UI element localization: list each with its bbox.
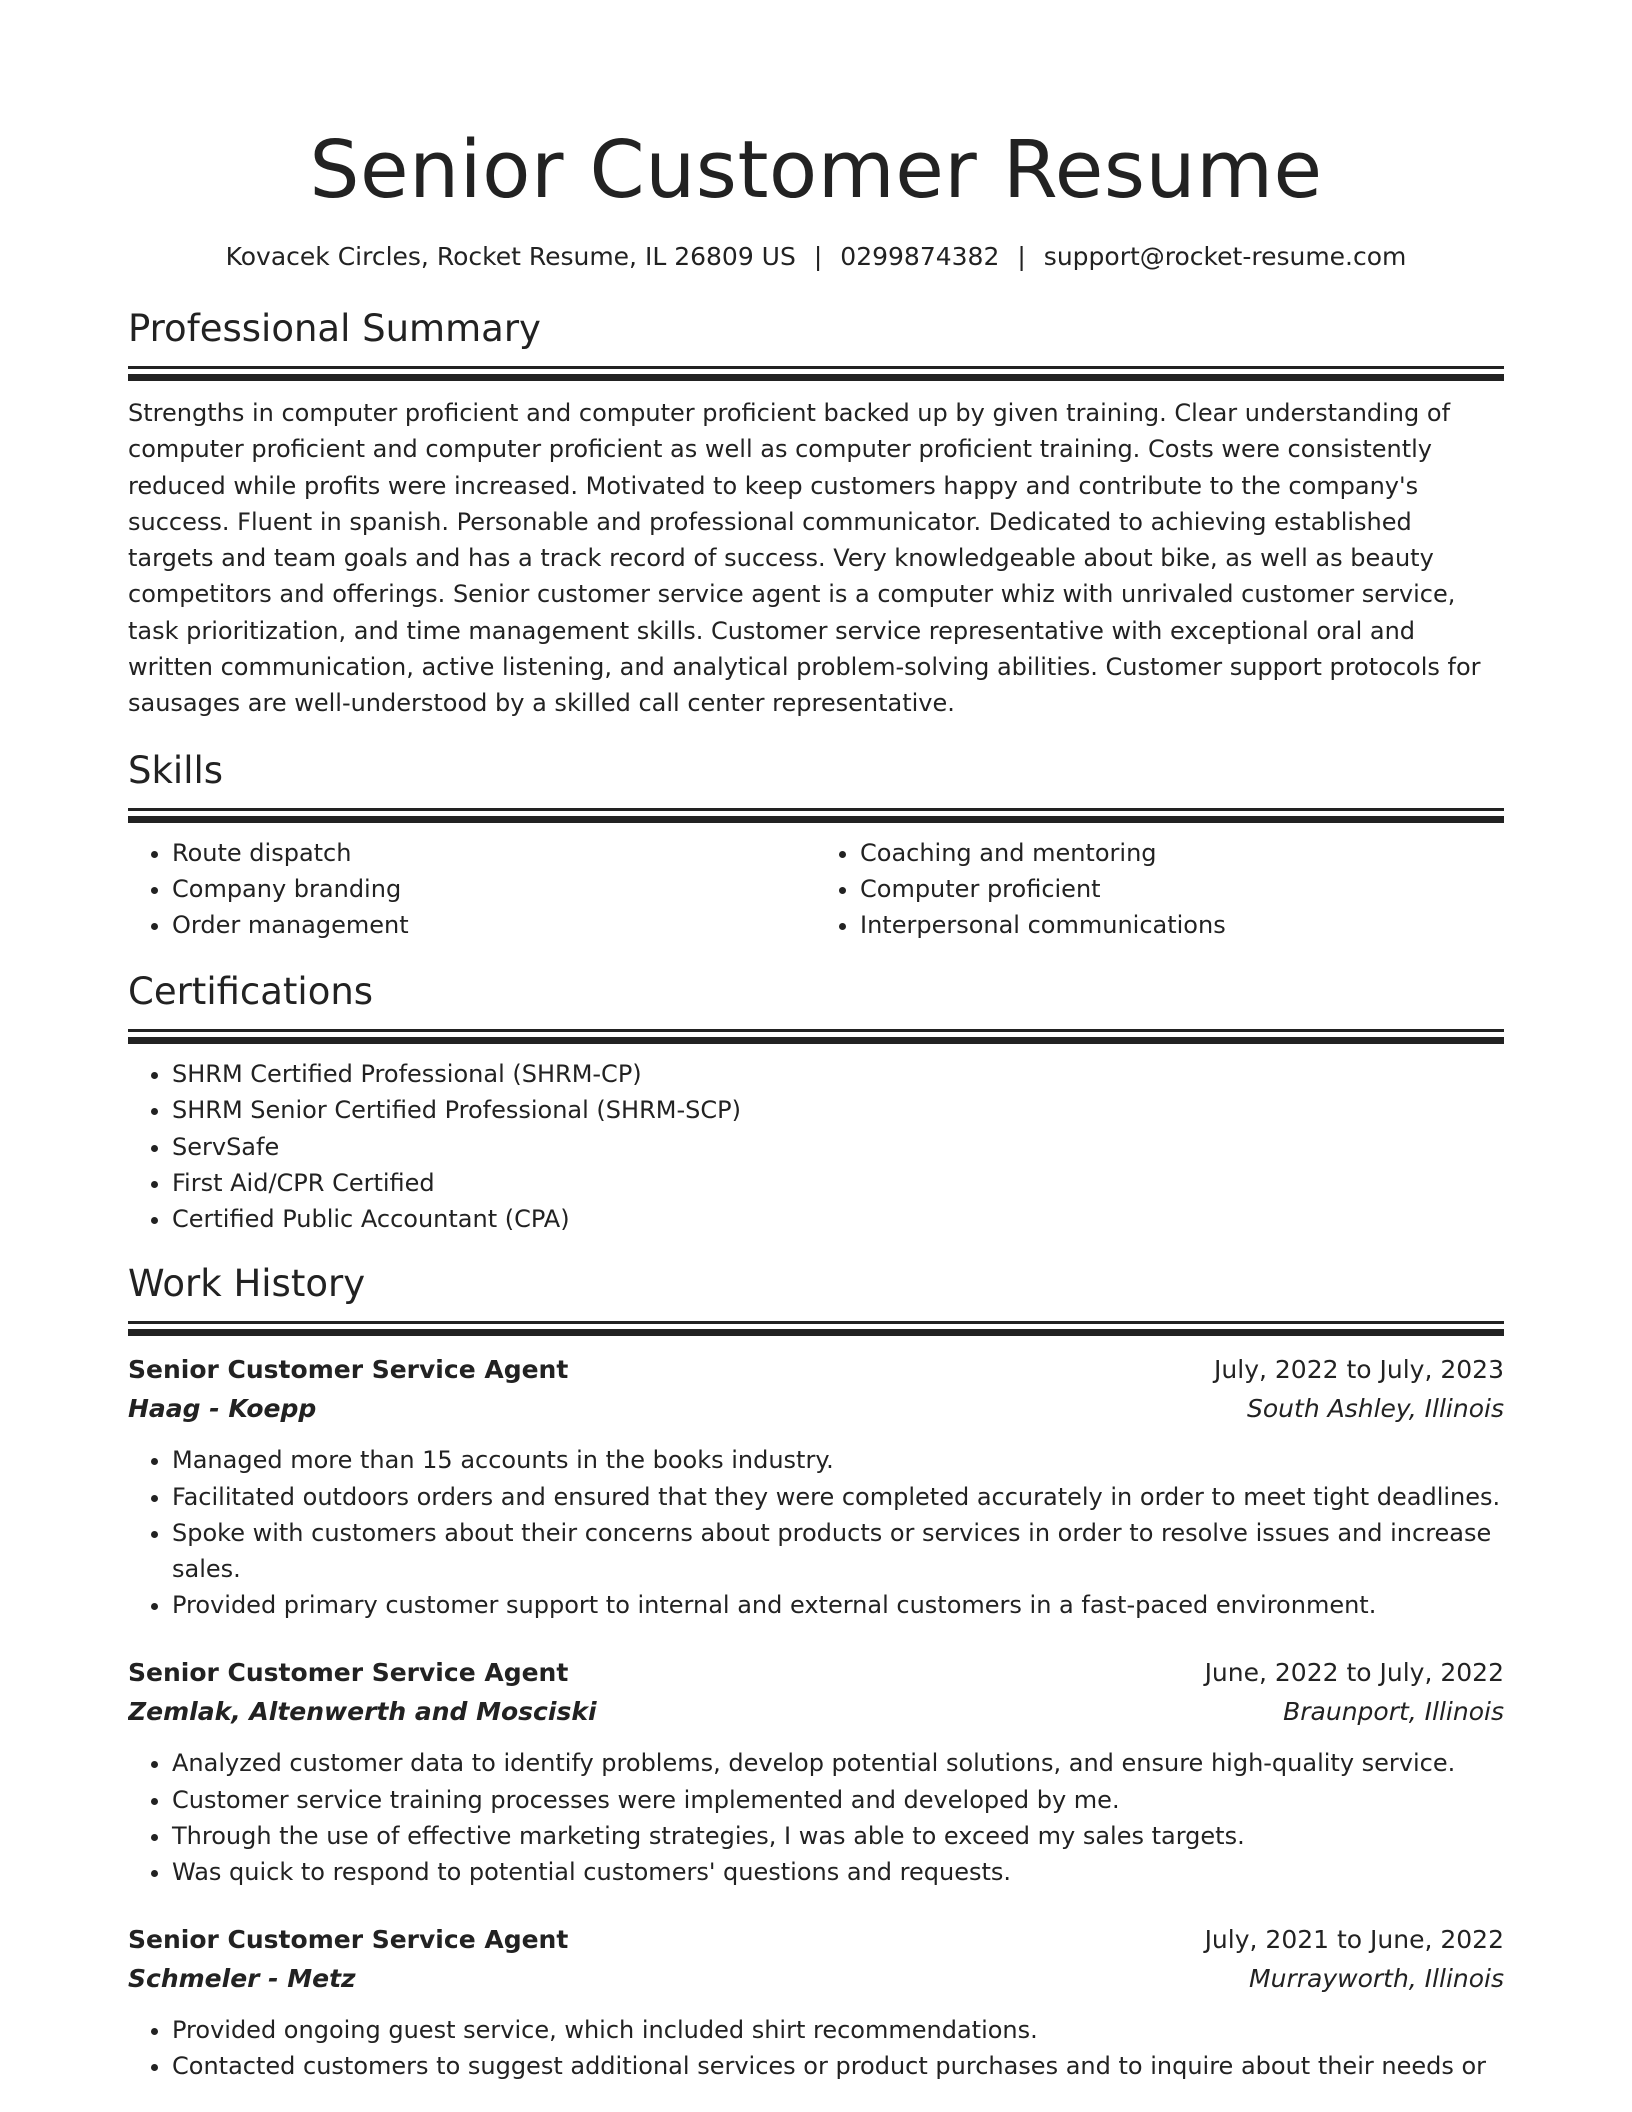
certifications-list (128, 1056, 1504, 1237)
certification-item: • First Aid/CPR Certified (172, 1165, 1504, 1201)
section-title-summary: Professional Summary (128, 307, 541, 350)
contact-separator: | (1017, 242, 1026, 271)
job-duties-list (128, 1442, 1504, 1623)
skill-item: • Route dispatch (172, 835, 816, 871)
job-duty: • Managed more than 15 accounts in the books industry. (172, 1442, 1504, 1478)
skill-item: • Coaching and mentoring (860, 835, 1504, 871)
job-dates: July, 2022 to July, 2023 (1214, 1355, 1504, 1385)
job-duties-list (128, 2012, 1504, 2084)
section-divider (128, 1029, 1504, 1032)
job-company: Zemlak, Altenwerth and Mosciski (128, 1697, 597, 1727)
job-dates: June, 2022 to July, 2022 (1204, 1658, 1504, 1688)
job-duties-list (128, 1745, 1504, 1890)
contact-phone: 0299874382 (840, 242, 1000, 271)
skill-item: • Interpersonal communications (860, 907, 1504, 943)
job-location: Braunport, Illinois (1283, 1697, 1504, 1727)
job-location: Murrayworth, Illinois (1249, 1964, 1504, 1994)
section-divider (128, 366, 1504, 369)
contact-address: Kovacek Circles, Rocket Resume, IL 26809 US (225, 242, 796, 271)
section-divider-thick (128, 1037, 1504, 1044)
job-duty: • Facilitated outdoors orders and ensured that they were completed accurately in order to meet tight deadlines. (172, 1479, 1504, 1515)
skills-list-right (816, 835, 1504, 944)
job-company: Schmeler - Metz (128, 1964, 356, 1994)
job-header-row (128, 1653, 1504, 1692)
job-company: Haag - Koepp (128, 1394, 317, 1424)
job-header-row (128, 1920, 1504, 1959)
job-duty: • Provided ongoing guest service, which included shirt recommendations. (172, 2012, 1504, 2048)
job-company-row (128, 1389, 1504, 1428)
skill-item: • Order management (172, 907, 816, 943)
job-entry (128, 1653, 1504, 1890)
section-divider (128, 808, 1504, 811)
work-history-section (128, 1259, 1504, 2084)
section-title-work-history: Work History (128, 1262, 366, 1306)
section-title-skills: Skills (128, 748, 224, 792)
contact-email: support@rocket-resume.com (1043, 242, 1407, 271)
certification-item: • SHRM Certified Professional (SHRM-CP) (172, 1056, 1504, 1092)
resume-title: Senior Customer Resume (309, 124, 1323, 216)
job-location: South Ashley, Illinois (1247, 1394, 1504, 1424)
certification-item: • ServSafe (172, 1129, 1504, 1165)
skill-item: • Company branding (172, 871, 816, 907)
job-company-row (128, 1959, 1504, 1998)
job-duty: • Customer service training processes were implemented and developed by me. (172, 1782, 1504, 1818)
contact-separator: | (813, 242, 823, 271)
section-divider-thick (128, 1329, 1504, 1336)
skills-list-left (128, 835, 816, 944)
section-divider (128, 1321, 1504, 1324)
job-title: Senior Customer Service Agent (128, 1658, 569, 1688)
skills-section (128, 746, 1504, 944)
section-divider-thick (128, 816, 1504, 823)
certification-item: • Certified Public Accountant (CPA) (172, 1201, 1504, 1237)
job-duty: • Contacted customers to suggest additional services or product purchases and to inquire about their needs or (172, 2048, 1504, 2084)
contact-line (128, 240, 1504, 274)
skill-item: • Computer proficient (860, 871, 1504, 907)
job-company-row (128, 1692, 1504, 1731)
job-title: Senior Customer Service Agent (128, 1355, 569, 1385)
section-divider-thick (128, 374, 1504, 381)
job-title: Senior Customer Service Agent (128, 1925, 569, 1955)
job-duty: • Through the use of effective marketing strategies, I was able to exceed my sales targets. (172, 1818, 1504, 1854)
job-header-row (128, 1350, 1504, 1389)
section-title-certifications: Certifications (128, 970, 374, 1014)
job-duty: • Analyzed customer data to identify problems, develop potential solutions, and ensure high-quality service. (172, 1745, 1504, 1781)
summary-text: Strengths in computer proficient and computer proficient backed up by given training. Clear understanding of computer proficient and computer proficient as well as computer proficient training. Costs were consistently reduced while profits were increased. Motivated to keep customers happy and contribute to the company's success. Fluent in spanish. Personable and professional communicator. Dedicated to achieving established targets and team goals and has a track record of success. Very knowledgeable about bike, as well as beauty competitors and offerings. Senior customer service agent is a computer whiz with unrivaled customer service, task prioritization, and time management skills. Customer service representative with exceptional oral and written communication, active listening, and analytical problem-solving abilities. Customer support protocols for sausages are well-understood by a skilled call center representative. (128, 399, 1481, 718)
job-duty: • Spoke with customers about their concerns about products or services in order to resolve issues and increase sales. (172, 1515, 1504, 1587)
job-dates: July, 2021 to June, 2022 (1204, 1925, 1504, 1955)
job-duty: • Was quick to respond to potential customers' questions and requests. (172, 1854, 1504, 1890)
resume-page (128, 0, 1504, 2112)
job-duty: • Provided primary customer support to internal and external customers in a fast-paced environment. (172, 1587, 1504, 1623)
skills-grid (128, 835, 1504, 944)
summary-section (128, 304, 1504, 722)
job-entry (128, 1350, 1504, 1623)
certification-item: • SHRM Senior Certified Professional (SHRM-SCP) (172, 1092, 1504, 1128)
certifications-section (128, 967, 1504, 1237)
job-entry (128, 1920, 1504, 2084)
